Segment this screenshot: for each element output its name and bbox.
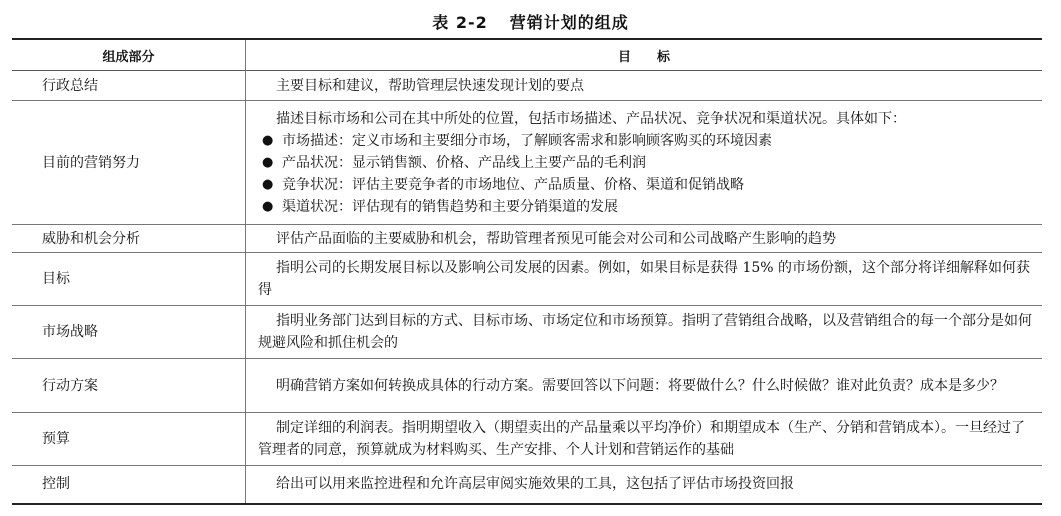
- bullet-icon: ●: [262, 154, 274, 170]
- row-goal: 主要目标和建议，帮助管理层快速发现计划的要点: [276, 77, 584, 94]
- row-part: 控制: [12, 466, 246, 504]
- list-item: [262, 196, 1036, 218]
- table-header-row: [12, 39, 1042, 71]
- header-goal: 目 标: [617, 49, 670, 65]
- table-row: [12, 466, 1042, 504]
- bullet-text: 产品状况：显示销售额、价格、产品线上主要产品的毛利润: [282, 154, 646, 171]
- row-intro: 描述目标市场和公司在其中所处的位置，包括市场描述、产品状况、竞争状况和渠道状况。具体如下：: [276, 110, 906, 127]
- bullet-icon: ●: [262, 132, 274, 148]
- table-row: [12, 306, 1042, 359]
- list-item: [262, 152, 1036, 174]
- table-row: [12, 101, 1042, 225]
- row-goal: 评估产品面临的主要威胁和机会，帮助管理者预见可能会对公司和公司战略产生影响的趋势: [276, 230, 836, 247]
- table-row: [12, 359, 1042, 413]
- list-item: [262, 130, 1036, 152]
- table-row: [12, 225, 1042, 253]
- bullet-icon: ●: [262, 176, 274, 192]
- header-component: 组成部分: [12, 39, 246, 71]
- marketing-plan-table: [12, 38, 1042, 505]
- row-goal: 明确营销方案如何转换成具体的行动方案。需要回答以下问题：将要做什么？什么时候做？谁对此负责？成本是多少？: [276, 377, 1004, 394]
- row-part: 威胁和机会分析: [12, 225, 246, 253]
- row-goal: 指明业务部门达到目标的方式、目标市场、市场定位和市场预算。指明了营销组合战略，以及营销组合的每一个部分是如何规避风险和抓住机会的: [258, 313, 1032, 351]
- table-title: [0, 10, 1061, 33]
- row-part: 市场战略: [12, 306, 246, 359]
- row-goal: [246, 101, 1043, 225]
- row-goal: 指明公司的长期发展目标以及影响公司发展的因素。例如，如果目标是获得 15% 的市场份额，这个部分将详细解释如何获得: [258, 260, 1031, 298]
- table-row: [12, 413, 1042, 466]
- bullet-icon: ●: [262, 198, 274, 214]
- bullet-list: [258, 130, 1036, 218]
- row-goal: 制定详细的利润表。指明期望收入（期望卖出的产品量乘以平均净价）和期望成本（生产、分销和营销成本）。一旦经过了管理者的同意，预算就成为材料购买、生产安排、个人计划和营销运作的基础: [258, 420, 1025, 458]
- row-goal: 给出可以用来监控进程和允许高层审阅实施效果的工具，这包括了评估市场投资回报: [276, 476, 794, 493]
- bullet-text: 竞争状况：评估主要竞争者的市场地位、产品质量、价格、渠道和促销战略: [282, 176, 744, 193]
- bullet-text: 渠道状况：评估现有的销售趋势和主要分销渠道的发展: [282, 198, 618, 215]
- table-caption: 营销计划的组成: [509, 13, 629, 32]
- row-part: 目标: [12, 253, 246, 306]
- table-row: [12, 253, 1042, 306]
- list-item: [262, 174, 1036, 196]
- table-number: 表 2-2: [432, 13, 488, 32]
- row-part: 目前的营销努力: [12, 101, 246, 225]
- table-row: [12, 71, 1042, 101]
- row-part: 行政总结: [12, 71, 246, 101]
- row-part: 行动方案: [12, 359, 246, 413]
- bullet-text: 市场描述：定义市场和主要细分市场，了解顾客需求和影响顾客购买的环境因素: [282, 132, 772, 149]
- row-part: 预算: [12, 413, 246, 466]
